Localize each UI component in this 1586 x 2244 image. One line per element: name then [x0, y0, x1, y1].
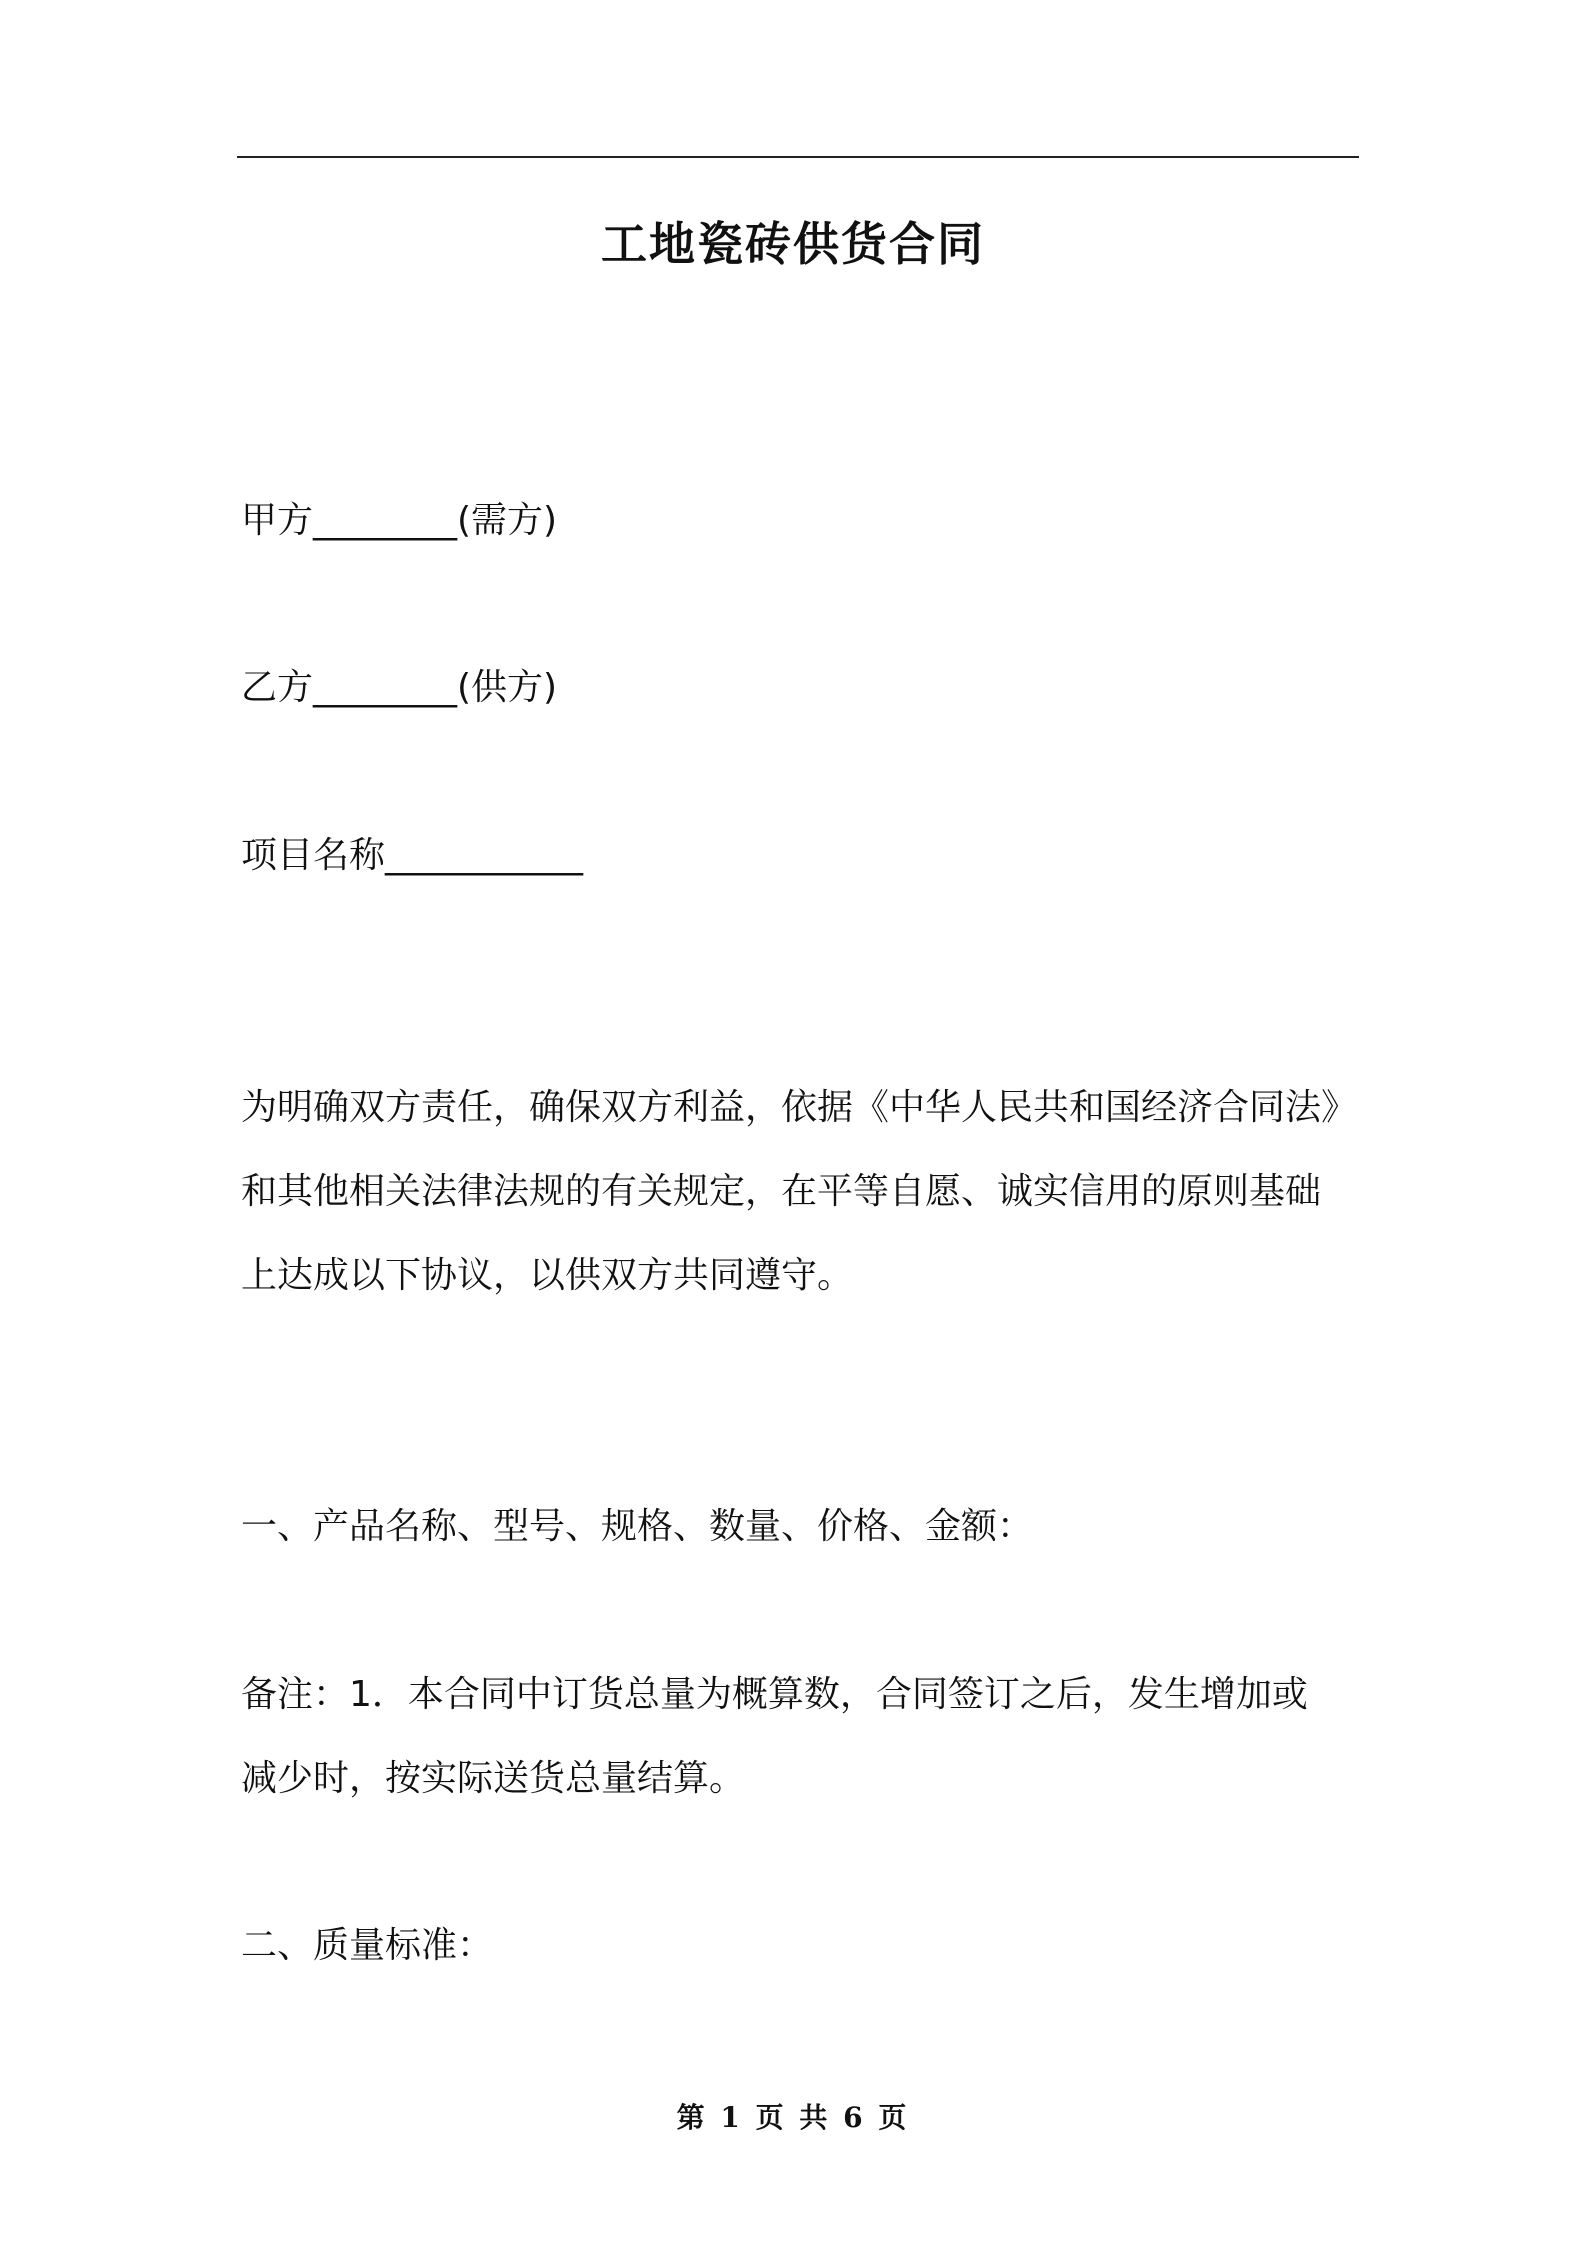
- header-rule: [237, 156, 1359, 158]
- remark-paragraph: [241, 1653, 1361, 1821]
- page-number-footer: 第 1 页 共 6 页: [676, 2101, 910, 2134]
- document-title: 工地瓷砖供货合同: [601, 217, 985, 271]
- section-2-heading: 二、质量标准：: [241, 1925, 494, 1966]
- party-b-line: 乙方________(供方): [241, 667, 558, 708]
- intro-line: 和其他相关法律法规的有关规定，在平等自愿、诚实信用的原则基础: [241, 1171, 1322, 1212]
- intro-paragraph: [241, 1066, 1361, 1318]
- intro-line: 为明确双方责任，确保双方利益，依据《中华人民共和国经济合同法》: [241, 1087, 1358, 1128]
- party-a-line: 甲方________(需方): [241, 500, 558, 541]
- remark-line: 减少时，按实际送货总量结算。: [241, 1758, 746, 1799]
- remark-line: 备注：1．本合同中订货总量为概算数，合同签订之后，发生增加或: [241, 1674, 1308, 1715]
- intro-line: 上达成以下协议，以供双方共同遵守。: [241, 1255, 854, 1296]
- project-name-line: 项目名称___________: [241, 835, 584, 876]
- section-1-heading: 一、产品名称、型号、规格、数量、价格、金额：: [241, 1506, 1034, 1547]
